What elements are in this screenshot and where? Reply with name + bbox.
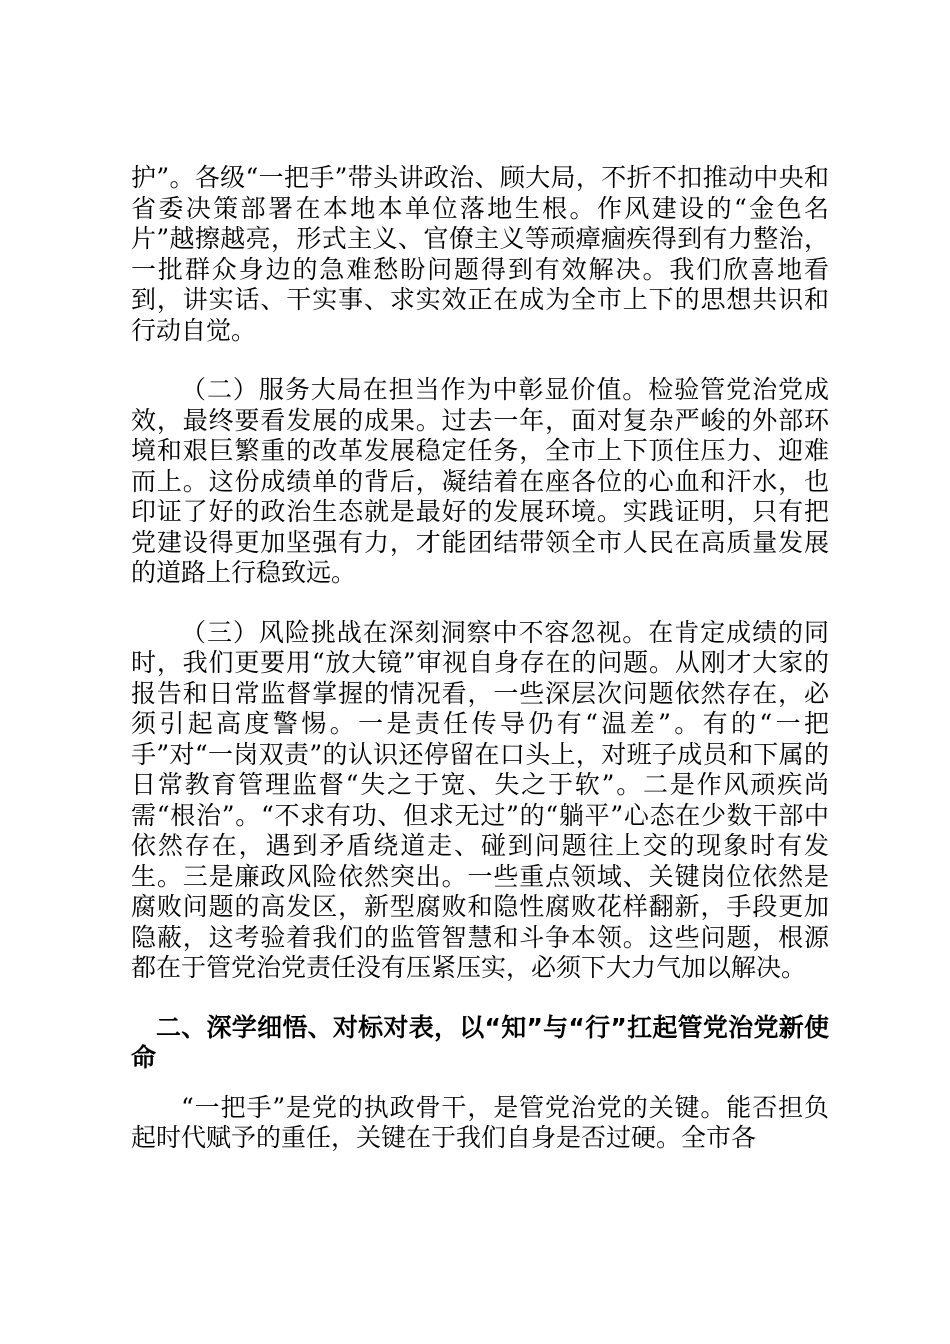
paragraph-continued: 护”。各级“一把手”带头讲政治、顾大局，不折不扣推动中央和省委决策部署在本地本单位落地生根。作风建设的“金色名片”越擦越亮，形式主义、官僚主义等顽瘴痼疾得到有力整治，一批群众身边的急难愁盼问题得到有效解决。我们欣喜地看到，讲实话、干实事、求实效正在成为全市上下的思想共识和行动自觉。 (131, 163, 829, 345)
paragraph-section-2: （二）服务大局在担当作为中彰显价值。检验管党治党成效，最终要看发展的成果。过去一年，面对复杂严峻的外部环境和艰巨繁重的改革发展稳定任务，全市上下顶住压力、迎难而上。这份成绩单的背后，凝结着在座各位的心血和汗水，也印证了好的政治生态就是最好的发展环境。实践证明，只有把党建设得更加坚强有力，才能团结带领全市人民在高质量发展的道路上行稳致远。 (131, 375, 829, 587)
document-page (131, 163, 829, 1154)
section-heading-2: 二、深学细悟、对标对表，以“知”与“行”扛起管党治党新使命 (131, 1012, 829, 1072)
paragraph-heading-2-intro: “一把手”是党的执政骨干，是管党治党的关键。能否担负起时代赋予的重任，关键在于我们自身是否过硬。全市各 (131, 1092, 829, 1152)
paragraph-section-3: （三）风险挑战在深刻洞察中不容忽视。在肯定成绩的同时，我们更要用“放大镜”审视自身存在的问题。从刚才大家的报告和日常监督掌握的情况看，一些深层次问题依然存在，必须引起高度警惕。一是责任传导仍有“温差”。有的“一把手”对“一岗双责”的认识还停留在口头上，对班子成员和下属的日常教育管理监督“失之于宽、失之于软”。二是作风顽疾尚需“根治”。“不求有功、但求无过”的“躺平”心态在少数干部中依然存在，遇到矛盾绕道走、碰到问题往上交的现象时有发生。三是廉政风险依然突出。一些重点领域、关键岗位依然是腐败问题的高发区，新型腐败和隐性腐败花样翻新，手段更加隐蔽，这考验着我们的监管智慧和斗争本领。这些问题，根源都在于管党治党责任没有压紧压实，必须下大力气加以解决。 (131, 617, 829, 982)
